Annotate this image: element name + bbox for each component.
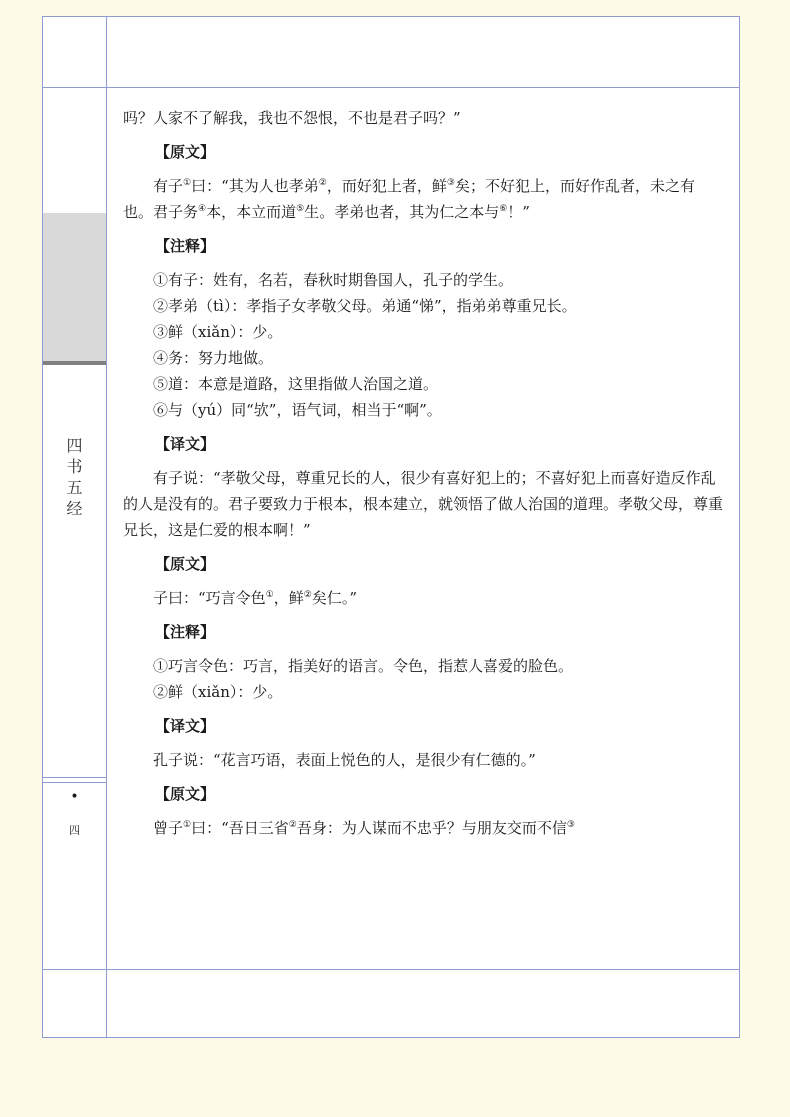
annotation-item: ②孝弟（tì）：孝指子女孝敬父母。弟通“悌”，指弟弟尊重兄长。: [153, 297, 577, 315]
annotation-list: [123, 267, 723, 423]
text-segment: ，而好犯上者，鲜: [326, 177, 447, 195]
footnote-marker: ⑤: [296, 204, 305, 214]
annotation-item: ⑤道：本意是道路，这里指做人治国之道。: [153, 375, 439, 393]
spacer: [123, 773, 723, 781]
body-paragraph: 孔子说：“花言巧语，表面上悦色的人，是很少有仁德的。”: [153, 751, 536, 769]
series-char: 五: [66, 478, 83, 497]
footnote-marker: ③: [566, 820, 575, 830]
series-char: 书: [66, 457, 83, 476]
annotation-list: [123, 653, 723, 705]
header-rule: [43, 87, 739, 88]
spacer: [123, 705, 723, 713]
section-heading: 【注释】: [155, 237, 216, 255]
margin-rule-vertical: [106, 17, 107, 1037]
text-segment: 吾身：为人谋而不忠乎？与朋友交而不信: [296, 819, 567, 837]
text-segment: 曰：“吾日三省: [191, 819, 289, 837]
spacer: [123, 225, 723, 233]
spacer: [123, 131, 723, 139]
book-page: [42, 16, 740, 1038]
page-number-dot: •: [70, 789, 79, 805]
text-segment: 曾子: [153, 819, 184, 837]
spacer: [123, 259, 723, 267]
text-segment: ！”: [507, 203, 530, 221]
annotation-item: ⑥与（yú）同“欤”，语气词，相当于“啊”。: [153, 401, 442, 419]
main-text: [123, 105, 723, 841]
footnote-marker: ④: [198, 204, 207, 214]
spacer: [123, 457, 723, 465]
footnote-marker: ②: [318, 178, 327, 188]
body-paragraph: 有子说：“孝敬父母，尊重兄长的人，很少有喜好犯上的；不喜好犯上而喜好造反作乱的人是没有的。君子要致力于根本，根本建立，就领悟了做人治国的道理。孝敬父母，尊重兄长，这是仁爱的根本啊！”: [123, 469, 724, 539]
text-segment: 矣仁。”: [311, 589, 358, 607]
footnote-marker: ②: [303, 590, 312, 600]
text-segment: 有子: [153, 177, 184, 195]
sidebar-gray-block: [43, 213, 106, 365]
section-heading: 【译文】: [155, 435, 216, 453]
series-char: 经: [66, 499, 83, 518]
page-number: 四: [69, 824, 80, 837]
section-heading: 【原文】: [155, 785, 216, 803]
section-heading: 【注释】: [155, 623, 216, 641]
side-rule: [43, 777, 106, 778]
annotation-item: ④务：努力地做。: [153, 349, 274, 367]
section-heading: 【译文】: [155, 717, 216, 735]
text-segment: ，鲜: [273, 589, 304, 607]
body-paragraph: [123, 585, 723, 611]
spacer: [123, 423, 723, 431]
text-segment: 子曰：“巧言令色: [153, 589, 266, 607]
series-title: [43, 435, 106, 519]
section-heading: 【原文】: [155, 143, 216, 161]
body-paragraph: [123, 173, 723, 225]
footnote-marker: ⑥: [499, 204, 508, 214]
spacer: [123, 807, 723, 815]
series-char: 四: [66, 436, 83, 455]
annotation-item: ①巧言令色：巧言，指美好的语言。令色，指惹人喜爱的脸色。: [153, 657, 574, 675]
body-paragraph: [123, 815, 723, 841]
spacer: [123, 577, 723, 585]
footnote-marker: ①: [183, 820, 192, 830]
spacer: [123, 543, 723, 551]
spacer: [123, 645, 723, 653]
text-segment: 曰：“其为人也孝弟: [191, 177, 319, 195]
spacer: [123, 165, 723, 173]
section-heading: 【原文】: [155, 555, 216, 573]
body-paragraph: 吗？人家不了解我，我也不怨恨，不也是君子吗？”: [123, 109, 461, 127]
annotation-item: ①有子：姓有，名若，春秋时期鲁国人，孔子的学生。: [153, 271, 514, 289]
spacer: [123, 739, 723, 747]
footnote-marker: ②: [288, 820, 297, 830]
footer-rule: [43, 969, 739, 970]
text-segment: 生。孝弟也者，其为仁之本与: [304, 203, 500, 221]
footnote-marker: ①: [183, 178, 192, 188]
spacer: [123, 611, 723, 619]
side-rule-double: [43, 782, 106, 783]
text-segment: 矣；不好犯上，而好作乱者，未之有也。君子务: [123, 177, 695, 221]
footnote-marker: ①: [265, 590, 274, 600]
annotation-item: ③鲜（xiǎn）：少。: [153, 323, 283, 341]
annotation-item: ②鲜（xiǎn）：少。: [153, 683, 283, 701]
footnote-marker: ③: [446, 178, 455, 188]
text-segment: 本，本立而道: [206, 203, 297, 221]
